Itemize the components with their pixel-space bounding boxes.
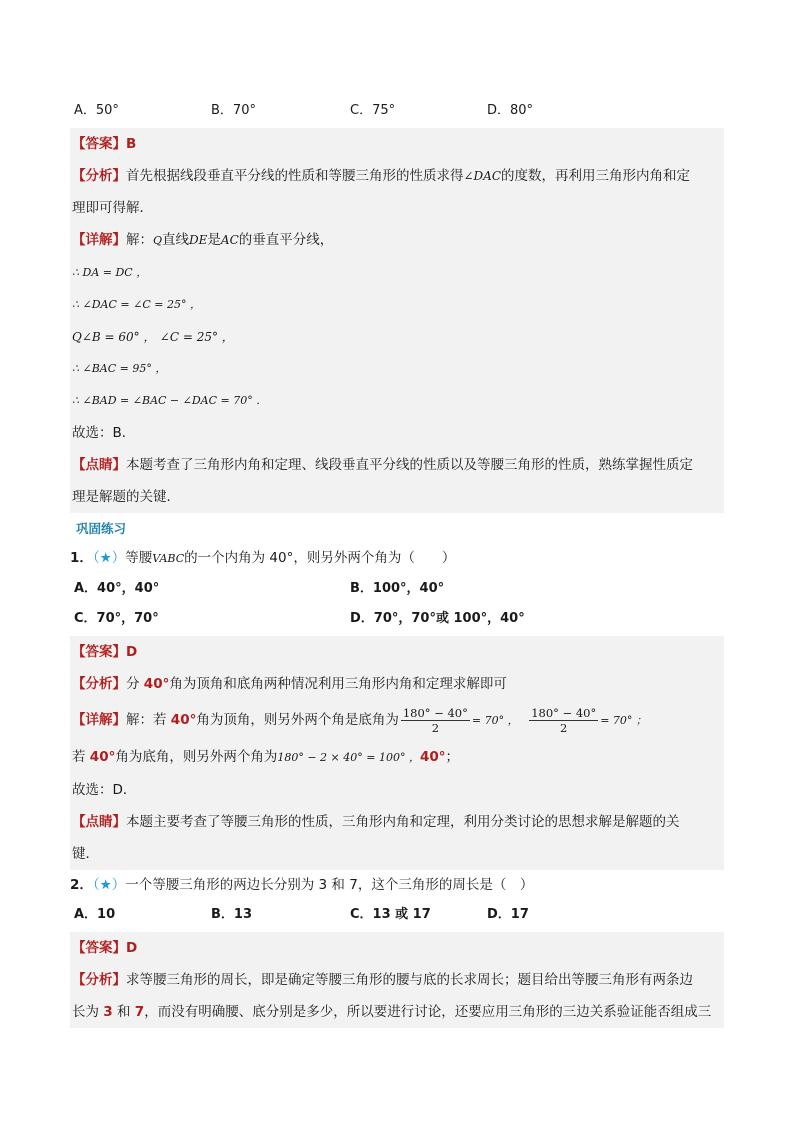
q1-stem xyxy=(70,543,724,574)
answer-value: D xyxy=(126,940,138,956)
highlight-7: 7 xyxy=(134,1004,145,1020)
prev-solution-block xyxy=(70,128,724,513)
analysis-text-3: 理即可得解． xyxy=(72,200,153,216)
answer-value: D xyxy=(126,644,138,660)
fraction-result-2: = 70° ； xyxy=(600,714,647,727)
detail-text: 解： xyxy=(126,232,153,248)
star-icon: （★） xyxy=(92,550,126,566)
q1-text: 等腰 xyxy=(125,550,153,566)
highlight-40: 40° xyxy=(143,676,170,692)
q2-option-b: B．13 xyxy=(211,907,252,922)
analysis-tag: 【分析】 xyxy=(72,972,126,988)
analysis-text-2: 角为顶角和底角两种情况利用三角形内角和定理求解即可 xyxy=(169,676,507,692)
q1-choice-line: 故选：D． xyxy=(72,782,137,798)
option-c: C．75° xyxy=(350,103,396,118)
highlight-40: 40° xyxy=(170,712,197,728)
math-de: DE xyxy=(189,233,208,247)
q1-option-c: C．70°，70° xyxy=(74,611,159,626)
q2-options-row xyxy=(70,900,724,930)
detail-text: 解：若 xyxy=(126,712,171,728)
analysis-text: 和 xyxy=(112,1004,135,1020)
detail-line-4 xyxy=(70,321,724,353)
detail-line-3: ∴ ∠DAC = ∠C = 25° ， xyxy=(72,298,201,311)
prev-options-row xyxy=(70,96,724,126)
fraction-denominator: 2 xyxy=(560,720,568,735)
option-d: D．80° xyxy=(487,103,534,118)
q2-option-a: A．10 xyxy=(74,907,116,922)
analysis-line-2 xyxy=(70,192,724,224)
highlight-40: 40° xyxy=(89,749,116,765)
because-symbol: Q xyxy=(153,234,163,247)
q1-comment-line-1 xyxy=(70,806,724,838)
fraction-numerator: 180° − 40° xyxy=(531,705,597,720)
answer-value: B xyxy=(126,136,137,152)
q2-option-d: D．17 xyxy=(487,907,529,922)
fraction-2 xyxy=(529,706,598,735)
q1-option-b: B．100°，40° xyxy=(350,581,445,596)
detail-line-1 xyxy=(70,224,724,257)
detail-line-2: ∴ DA = DC ， xyxy=(72,266,148,279)
math-angle-c: ∠C = 25° ， xyxy=(159,330,234,344)
choice-line: 故选：B． xyxy=(72,425,136,441)
answer-tag: 【答案】 xyxy=(72,644,126,660)
q1-number: 1． xyxy=(70,550,93,566)
highlight-3: 3 xyxy=(103,1004,113,1020)
q1-solution-block xyxy=(70,636,724,870)
fraction-result: = 70° ， xyxy=(471,714,519,727)
option-a: A．50° xyxy=(74,103,119,118)
analysis-line-1 xyxy=(70,160,724,192)
fraction-denominator: 2 xyxy=(431,720,440,735)
triangle-abc: VABC xyxy=(152,552,185,565)
detail-text: 的垂直平分线， xyxy=(238,232,334,248)
comment-line-2: 理是解题的关键． xyxy=(72,489,180,505)
q2-text: 一个等腰三角形的两边长分别为 3 和 7，这个三角形的周长是（ ） xyxy=(125,877,534,893)
analysis-text: 分 xyxy=(126,676,144,692)
star-icon: （★） xyxy=(92,877,126,893)
math-ac: AC xyxy=(220,233,239,247)
detail-text: 是 xyxy=(207,232,221,248)
q1-options-row-2 xyxy=(70,604,724,634)
q1-answer-line xyxy=(70,636,724,668)
q2-solution-block xyxy=(70,932,724,1028)
analysis-text-2: ，而没有明确腰、底分别是多少，所以要进行讨论，还要应用三角形的三边关系验证能否组成三 xyxy=(144,1004,712,1020)
detail-tag: 【详解】 xyxy=(72,232,126,248)
detail-line-6: ∴ ∠BAD = ∠BAC − ∠DAC = 70° ． xyxy=(72,394,268,407)
q1-text-2: 的一个内角为 40°，则另外两个角为（ ） xyxy=(184,550,456,566)
analysis-text: 首先根据线段垂直平分线的性质和等腰三角形的性质求得 xyxy=(126,168,464,184)
comment-text: 本题考查了三角形内角和定理、线段垂直平分线的性质以及等腰三角形的性质，熟练掌握性质定 xyxy=(126,457,693,473)
analysis-text: 长为 xyxy=(72,1004,104,1020)
analysis-text-2: 的度数，再利用三角形内角和定 xyxy=(501,168,691,184)
analysis-tag: 【分析】 xyxy=(72,676,126,692)
comment-line-1 xyxy=(70,449,724,481)
answer-line xyxy=(70,128,724,160)
fraction-numerator: 180° − 40° xyxy=(402,705,468,720)
q2-number: 2． xyxy=(70,877,93,893)
analysis-text: 求等腰三角形的周长，即是确定等腰三角形的腰与底的长求周长；题目给出等腰三角形有两条边 xyxy=(126,972,693,988)
detail-text-2: 角为顶角，则另外两个角是底角为 xyxy=(196,712,399,728)
q2-stem xyxy=(70,870,724,900)
math-angle-b: Q∠B = 60° ， xyxy=(72,330,156,344)
detail-text: 若 xyxy=(72,749,90,765)
answer-tag: 【答案】 xyxy=(72,136,126,152)
q1-option-a: A．40°，40° xyxy=(74,581,160,596)
comment-text: 本题主要考查了等腰三角形的性质，三角形内角和定理，利用分类讨论的思想求解是解题的关 xyxy=(126,814,680,830)
detail-text-2: 角为底角，则另外两个角为 xyxy=(115,749,278,765)
comment-tag: 【点睛】 xyxy=(72,457,126,473)
q1-option-d: D．70°，70°或 100°，40° xyxy=(350,611,525,626)
math-expression: 180° − 2 × 40° = 100° ， xyxy=(277,751,420,764)
comment-tag: 【点睛】 xyxy=(72,814,126,830)
highlight-40-2: 40° xyxy=(419,749,446,765)
option-b: B．70° xyxy=(211,103,256,118)
q1-comment-line-2: 键． xyxy=(72,846,99,862)
fraction-1 xyxy=(401,706,470,735)
q1-detail-line-2 xyxy=(70,741,724,774)
q2-analysis-line-2 xyxy=(70,996,724,1028)
analysis-tag: 【分析】 xyxy=(72,168,126,184)
detail-tag: 【详解】 xyxy=(72,712,126,728)
detail-text-3: ； xyxy=(445,749,460,765)
answer-tag: 【答案】 xyxy=(72,940,126,956)
document-page xyxy=(70,96,724,1028)
q2-analysis-line-1 xyxy=(70,964,724,996)
q1-options-row-1 xyxy=(70,574,724,604)
q2-option-c: C．13 或 17 xyxy=(350,907,431,922)
q1-analysis-line xyxy=(70,668,724,700)
section-title: 巩固练习 xyxy=(76,521,127,536)
detail-text: 直线 xyxy=(162,232,190,248)
q1-detail-line-1 xyxy=(70,700,724,741)
q2-answer-line xyxy=(70,932,724,964)
angle-dac: ∠DAC xyxy=(463,169,502,183)
detail-line-5: ∴ ∠BAC = 95° ， xyxy=(72,362,167,375)
